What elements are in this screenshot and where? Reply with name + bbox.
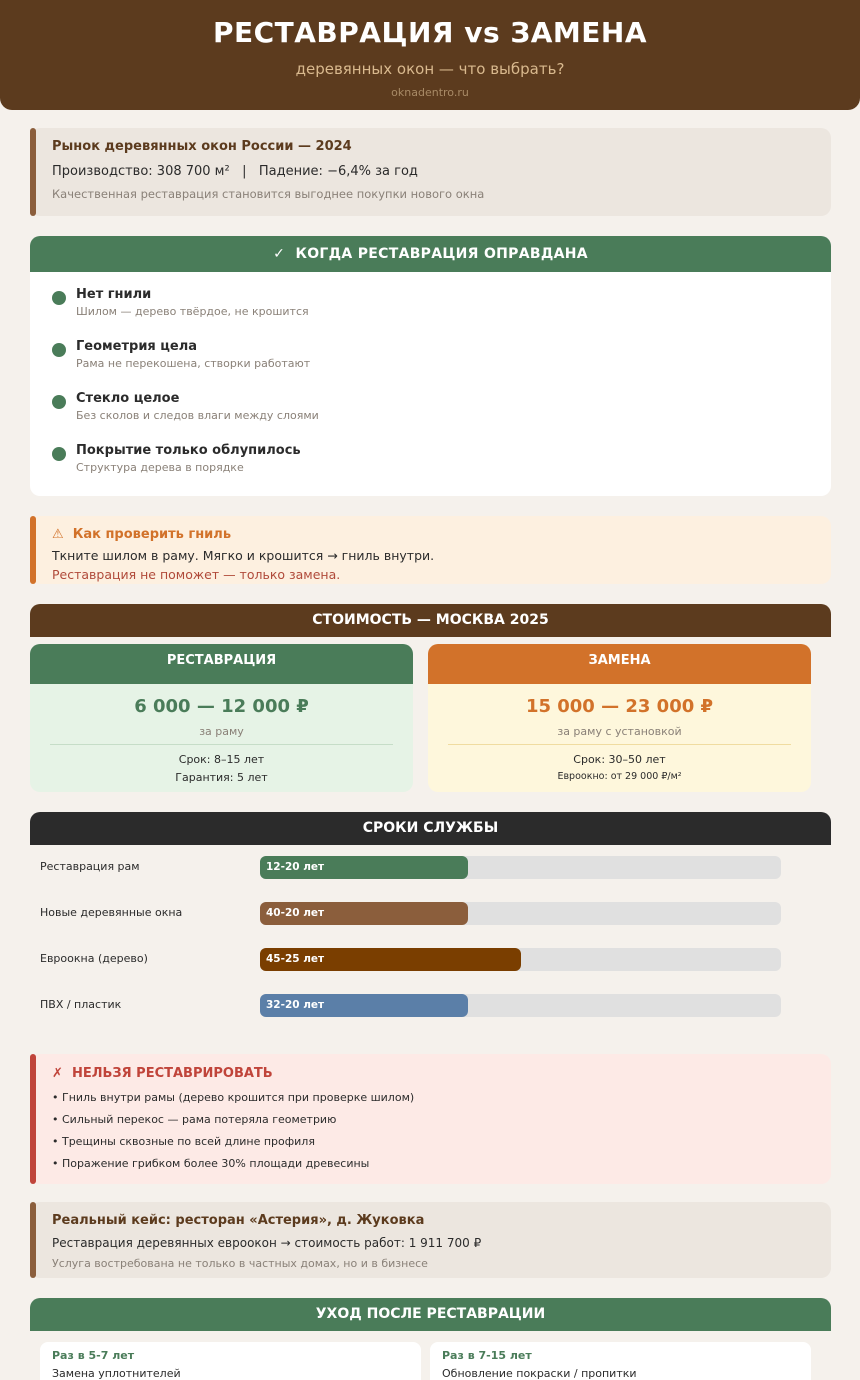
- page-subtitle: деревянных окон — что выбрать?: [295, 60, 565, 78]
- lifespan-row: [0, 994, 860, 1018]
- lifespan-value: 32-20 лет: [266, 999, 325, 1011]
- criteria-title: Геометрия цела: [76, 339, 198, 354]
- bullet-dot-icon: [52, 343, 66, 357]
- lifespan-label: ПВХ / пластик: [40, 998, 122, 1011]
- lifespan-heading: СРОКИ СЛУЖБЫ: [30, 812, 831, 845]
- market-title: Рынок деревянных окон России — 2024: [52, 139, 352, 154]
- rot-check-callout: [30, 516, 831, 584]
- lifespan-value: 12-20 лет: [266, 861, 325, 873]
- cannot-item: • Поражение грибком более 30% площади древесины: [52, 1157, 370, 1170]
- market-stats: Производство: 308 700 м² | Падение: −6,4% за год: [52, 164, 418, 179]
- market-note: Качественная реставрация становится выгоднее покупки нового окна: [52, 187, 485, 201]
- rot-check-instruction: Ткните шилом в раму. Мягко и крошится → гниль внутри.: [52, 548, 435, 563]
- accent-bar: [30, 1054, 36, 1184]
- when-heading: ✓ КОГДА РЕСТАВРАЦИЯ ОПРАВДАНА: [30, 236, 831, 272]
- care-block: [40, 1342, 421, 1380]
- lifespan-bar: [260, 948, 521, 971]
- care-frequency: Раз в 5-7 лет: [52, 1349, 135, 1362]
- lifespan-bar: [260, 994, 468, 1017]
- case-title: Реальный кейс: ресторан «Астерия», д. Жуковка: [52, 1213, 425, 1228]
- lifespan-row: [0, 856, 860, 880]
- cannot-restore-title: ✗ НЕЛЬЗЯ РЕСТАВРИРОВАТЬ: [52, 1066, 273, 1081]
- cost-heading: СТОИМОСТЬ — МОСКВА 2025: [30, 604, 831, 637]
- divider: [448, 744, 791, 745]
- divider: [50, 744, 393, 745]
- lifespan-value: 40-20 лет: [266, 907, 325, 919]
- when-restoration-panel: [30, 236, 831, 496]
- accent-bar: [30, 516, 36, 584]
- restoration-cost-card: [30, 644, 413, 792]
- cannot-item: • Гниль внутри рамы (дерево крошится при проверке шилом): [52, 1091, 415, 1104]
- criteria-subtitle: Без сколов и следов влаги между слоями: [76, 409, 319, 422]
- site-name: oknadentro.ru: [391, 86, 469, 99]
- lifespan-track: [260, 948, 781, 971]
- lifespan-bar: [260, 856, 468, 879]
- accent-bar: [30, 128, 36, 216]
- criteria-subtitle: Рама не перекошена, створки работают: [76, 357, 311, 370]
- lifespan-row: [0, 902, 860, 926]
- cannot-item: • Трещины сквозные по всей длине профиля: [52, 1135, 315, 1148]
- bullet-dot-icon: [52, 395, 66, 409]
- case-note: Услуга востребована не только в частных домах, но и в бизнесе: [52, 1257, 428, 1270]
- care-frequency: Раз в 7-15 лет: [442, 1349, 532, 1362]
- restoration-warranty: Гарантия: 5 лет: [175, 771, 268, 784]
- lifespan-value: 45-25 лет: [266, 953, 325, 965]
- lifespan-track: [260, 856, 781, 879]
- cannot-item: • Сильный перекос — рама потеряла геометрию: [52, 1113, 337, 1126]
- restoration-price: 6 000 — 12 000 ₽: [134, 696, 309, 717]
- criteria-title: Покрытие только облупилось: [76, 443, 301, 458]
- restoration-term: Срок: 8–15 лет: [178, 753, 265, 766]
- market-callout: [30, 128, 831, 216]
- lifespan-track: [260, 902, 781, 925]
- page-header: [0, 0, 860, 110]
- lifespan-label: Новые деревянные окна: [40, 906, 183, 919]
- restoration-card-label: РЕСТАВРАЦИЯ: [30, 644, 413, 684]
- care-task: Замена уплотнителей: [52, 1367, 181, 1380]
- care-block: [430, 1342, 811, 1380]
- criteria-title: Стекло целое: [76, 391, 180, 406]
- replacement-unit: за раму с установкой: [557, 725, 682, 738]
- lifespan-track: [260, 994, 781, 1017]
- lifespan-row: [0, 948, 860, 972]
- care-heading: УХОД ПОСЛЕ РЕСТАВРАЦИИ: [30, 1298, 831, 1331]
- criteria-title: Нет гнили: [76, 287, 152, 302]
- replacement-term: Срок: 30–50 лет: [573, 753, 666, 766]
- case-cost: Реставрация деревянных евроокон → стоимость работ: 1 911 700 ₽: [52, 1236, 482, 1250]
- page-title: РЕСТАВРАЦИЯ vs ЗАМЕНА: [212, 16, 648, 49]
- accent-bar: [30, 1202, 36, 1278]
- restoration-unit: за раму: [199, 725, 244, 738]
- bullet-dot-icon: [52, 447, 66, 461]
- criteria-subtitle: Шилом — дерево твёрдое, не крошится: [76, 305, 309, 318]
- rot-check-warning: Реставрация не поможет — только замена.: [52, 567, 341, 582]
- cannot-restore-callout: [30, 1054, 831, 1184]
- bullet-dot-icon: [52, 291, 66, 305]
- replacement-euro-price: Евроокно: от 29 000 ₽/м²: [557, 771, 682, 782]
- lifespan-label: Евроокна (дерево): [40, 952, 148, 965]
- rot-check-title: ⚠ Как проверить гниль: [52, 527, 232, 542]
- criteria-subtitle: Структура дерева в порядке: [76, 461, 244, 474]
- lifespan-label: Реставрация рам: [40, 860, 140, 873]
- replacement-cost-card: [428, 644, 811, 792]
- replacement-price: 15 000 — 23 000 ₽: [525, 696, 714, 717]
- lifespan-bar: [260, 902, 468, 925]
- replacement-card-label: ЗАМЕНА: [428, 644, 811, 684]
- care-task: Обновление покраски / пропитки: [442, 1367, 637, 1380]
- case-callout: [30, 1202, 831, 1278]
